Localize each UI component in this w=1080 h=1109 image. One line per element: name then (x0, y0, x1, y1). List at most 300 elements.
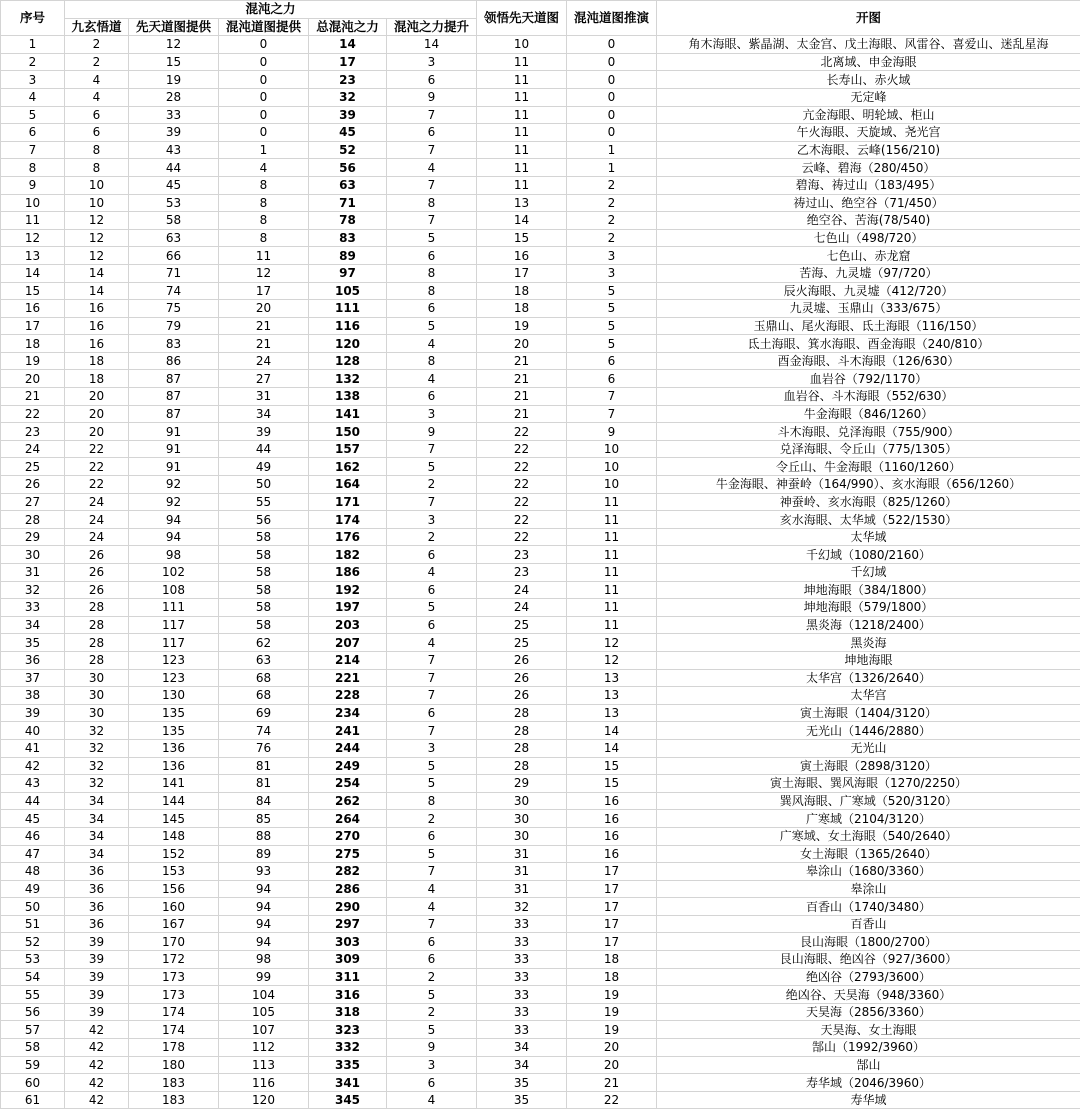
cell-chaos-power-increase: 6 (387, 71, 477, 89)
cell-seq: 18 (1, 335, 65, 353)
cell-chaos-map-provide: 24 (219, 352, 309, 370)
cell-chaos-power-increase: 7 (387, 722, 477, 740)
table-row (1, 792, 1080, 810)
cell-comprehend-innate-map: 32 (477, 898, 567, 916)
cell-chaos-power-increase: 6 (387, 247, 477, 265)
cell-open-map: 血岩谷、斗木海眼（552/630） (657, 388, 1080, 406)
cell-chaos-power-increase: 7 (387, 863, 477, 881)
cell-innate-map-provide: 136 (129, 739, 219, 757)
cell-jiuxuan-wudao: 30 (65, 669, 129, 687)
cell-innate-map-provide: 92 (129, 493, 219, 511)
cell-chaos-map-deduction: 2 (567, 229, 657, 247)
table-row (1, 1056, 1080, 1074)
cell-chaos-map-provide: 81 (219, 757, 309, 775)
cell-innate-map-provide: 87 (129, 370, 219, 388)
header-chaos-map-deduction: 混沌道图推演 (567, 1, 657, 36)
cell-comprehend-innate-map: 25 (477, 634, 567, 652)
cell-chaos-map-deduction: 12 (567, 651, 657, 669)
cell-chaos-map-deduction: 19 (567, 1021, 657, 1039)
cell-jiuxuan-wudao: 22 (65, 440, 129, 458)
table-row (1, 546, 1080, 564)
table-row (1, 880, 1080, 898)
cell-seq: 60 (1, 1074, 65, 1092)
table-row (1, 951, 1080, 969)
table-row (1, 423, 1080, 441)
cell-total-chaos-power: 214 (309, 651, 387, 669)
cell-innate-map-provide: 19 (129, 71, 219, 89)
cell-total-chaos-power: 234 (309, 704, 387, 722)
cell-innate-map-provide: 123 (129, 651, 219, 669)
cell-jiuxuan-wudao: 24 (65, 528, 129, 546)
cell-open-map: 血岩谷（792/1170） (657, 370, 1080, 388)
cell-comprehend-innate-map: 23 (477, 564, 567, 582)
cell-open-map: 绝空谷、苦海(78/540) (657, 212, 1080, 230)
cell-chaos-power-increase: 4 (387, 564, 477, 582)
cell-chaos-map-deduction: 14 (567, 739, 657, 757)
cell-chaos-map-provide: 0 (219, 106, 309, 124)
table-row (1, 317, 1080, 335)
cell-jiuxuan-wudao: 28 (65, 616, 129, 634)
cell-comprehend-innate-map: 22 (477, 423, 567, 441)
cell-comprehend-innate-map: 24 (477, 581, 567, 599)
cell-chaos-map-deduction: 21 (567, 1074, 657, 1092)
cell-seq: 27 (1, 493, 65, 511)
cell-comprehend-innate-map: 33 (477, 968, 567, 986)
table-header (1, 1, 1080, 36)
cell-chaos-map-provide: 0 (219, 71, 309, 89)
table-row (1, 775, 1080, 793)
cell-open-map: 百香山 (657, 915, 1080, 933)
table-row (1, 300, 1080, 318)
table-row (1, 634, 1080, 652)
cell-chaos-map-provide: 8 (219, 194, 309, 212)
cell-comprehend-innate-map: 34 (477, 1039, 567, 1057)
header-total-chaos-power: 总混沌之力 (309, 18, 387, 36)
cell-open-map: 碧海、祷过山（183/495） (657, 176, 1080, 194)
cell-total-chaos-power: 63 (309, 176, 387, 194)
cell-comprehend-innate-map: 33 (477, 986, 567, 1004)
cell-open-map: 寅土海眼（2898/3120） (657, 757, 1080, 775)
cell-open-map: 九灵墟、玉鼎山（333/675） (657, 300, 1080, 318)
cell-total-chaos-power: 17 (309, 53, 387, 71)
header-chaos-power-increase: 混沌之力提升 (387, 18, 477, 36)
cell-chaos-power-increase: 2 (387, 476, 477, 494)
cell-jiuxuan-wudao: 12 (65, 212, 129, 230)
cell-total-chaos-power: 105 (309, 282, 387, 300)
cell-chaos-map-provide: 31 (219, 388, 309, 406)
cell-innate-map-provide: 45 (129, 176, 219, 194)
cell-comprehend-innate-map: 22 (477, 528, 567, 546)
cell-chaos-map-provide: 27 (219, 370, 309, 388)
table-row (1, 933, 1080, 951)
cell-comprehend-innate-map: 33 (477, 915, 567, 933)
header-comprehend-innate-map: 领悟先天道图 (477, 1, 567, 36)
cell-chaos-map-provide: 116 (219, 1074, 309, 1092)
cell-total-chaos-power: 32 (309, 88, 387, 106)
cell-total-chaos-power: 318 (309, 1003, 387, 1021)
cell-innate-map-provide: 87 (129, 405, 219, 423)
cell-total-chaos-power: 203 (309, 616, 387, 634)
cell-open-map: 黑炎海 (657, 634, 1080, 652)
cell-jiuxuan-wudao: 6 (65, 124, 129, 142)
cell-chaos-map-provide: 20 (219, 300, 309, 318)
cell-open-map: 辰火海眼、九灵墟（412/720） (657, 282, 1080, 300)
header-open-map: 开图 (657, 1, 1080, 36)
table-row (1, 141, 1080, 159)
cell-open-map: 艮山海眼、绝凶谷（927/3600） (657, 951, 1080, 969)
cell-innate-map-provide: 144 (129, 792, 219, 810)
cell-chaos-map-deduction: 0 (567, 88, 657, 106)
cell-open-map: 长寿山、赤火域 (657, 71, 1080, 89)
cell-total-chaos-power: 56 (309, 159, 387, 177)
cell-seq: 26 (1, 476, 65, 494)
table-row (1, 739, 1080, 757)
cell-chaos-map-deduction: 6 (567, 370, 657, 388)
cell-seq: 12 (1, 229, 65, 247)
cell-chaos-power-increase: 5 (387, 229, 477, 247)
cell-total-chaos-power: 150 (309, 423, 387, 441)
cell-chaos-power-increase: 8 (387, 194, 477, 212)
cell-innate-map-provide: 183 (129, 1074, 219, 1092)
cell-comprehend-innate-map: 31 (477, 845, 567, 863)
cell-chaos-map-provide: 85 (219, 810, 309, 828)
cell-comprehend-innate-map: 22 (477, 493, 567, 511)
cell-total-chaos-power: 264 (309, 810, 387, 828)
cell-open-map: 坤地海眼（384/1800） (657, 581, 1080, 599)
cell-chaos-map-deduction: 3 (567, 247, 657, 265)
cell-jiuxuan-wudao: 39 (65, 986, 129, 1004)
cell-total-chaos-power: 138 (309, 388, 387, 406)
cell-chaos-map-deduction: 1 (567, 159, 657, 177)
cell-open-map: 郜山（1992/3960） (657, 1039, 1080, 1057)
cell-chaos-map-provide: 12 (219, 264, 309, 282)
cell-open-map: 太华宫 (657, 687, 1080, 705)
cell-chaos-map-deduction: 18 (567, 951, 657, 969)
cell-innate-map-provide: 141 (129, 775, 219, 793)
cell-innate-map-provide: 135 (129, 722, 219, 740)
cell-total-chaos-power: 174 (309, 511, 387, 529)
cell-chaos-map-provide: 11 (219, 247, 309, 265)
cell-chaos-power-increase: 7 (387, 212, 477, 230)
cell-chaos-map-deduction: 11 (567, 546, 657, 564)
cell-chaos-map-deduction: 15 (567, 775, 657, 793)
cell-chaos-map-deduction: 11 (567, 528, 657, 546)
cell-open-map: 天昊海、女土海眼 (657, 1021, 1080, 1039)
table-row (1, 124, 1080, 142)
cell-comprehend-innate-map: 10 (477, 36, 567, 54)
cell-comprehend-innate-map: 26 (477, 669, 567, 687)
cell-chaos-power-increase: 3 (387, 511, 477, 529)
cell-innate-map-provide: 117 (129, 634, 219, 652)
cell-open-map: 绝凶谷（2793/3600） (657, 968, 1080, 986)
cell-innate-map-provide: 123 (129, 669, 219, 687)
cell-chaos-power-increase: 14 (387, 36, 477, 54)
cell-comprehend-innate-map: 11 (477, 71, 567, 89)
cell-jiuxuan-wudao: 2 (65, 36, 129, 54)
cell-total-chaos-power: 78 (309, 212, 387, 230)
table-row (1, 493, 1080, 511)
cell-jiuxuan-wudao: 32 (65, 775, 129, 793)
cell-chaos-map-deduction: 2 (567, 176, 657, 194)
cell-innate-map-provide: 180 (129, 1056, 219, 1074)
cell-chaos-power-increase: 8 (387, 264, 477, 282)
cell-jiuxuan-wudao: 34 (65, 810, 129, 828)
cell-comprehend-innate-map: 30 (477, 827, 567, 845)
cell-innate-map-provide: 167 (129, 915, 219, 933)
cell-innate-map-provide: 117 (129, 616, 219, 634)
cell-chaos-map-provide: 0 (219, 124, 309, 142)
table-row (1, 722, 1080, 740)
cell-jiuxuan-wudao: 22 (65, 476, 129, 494)
cell-seq: 42 (1, 757, 65, 775)
cell-chaos-power-increase: 9 (387, 1039, 477, 1057)
cell-total-chaos-power: 197 (309, 599, 387, 617)
cell-chaos-power-increase: 7 (387, 106, 477, 124)
cell-comprehend-innate-map: 28 (477, 722, 567, 740)
cell-innate-map-provide: 87 (129, 388, 219, 406)
cell-open-map: 酉金海眼、斗木海眼（126/630） (657, 352, 1080, 370)
cell-seq: 10 (1, 194, 65, 212)
cell-open-map: 天昊海（2856/3360） (657, 1003, 1080, 1021)
cell-chaos-map-deduction: 13 (567, 704, 657, 722)
cell-chaos-power-increase: 2 (387, 528, 477, 546)
cell-chaos-power-increase: 6 (387, 388, 477, 406)
cell-total-chaos-power: 111 (309, 300, 387, 318)
table-row (1, 863, 1080, 881)
cell-innate-map-provide: 136 (129, 757, 219, 775)
cell-chaos-map-deduction: 6 (567, 352, 657, 370)
cell-chaos-map-deduction: 20 (567, 1056, 657, 1074)
cell-total-chaos-power: 116 (309, 317, 387, 335)
table-row (1, 669, 1080, 687)
cell-innate-map-provide: 33 (129, 106, 219, 124)
cell-chaos-map-provide: 8 (219, 229, 309, 247)
cell-seq: 1 (1, 36, 65, 54)
cell-open-map: 太华宫（1326/2640） (657, 669, 1080, 687)
cell-chaos-map-deduction: 0 (567, 71, 657, 89)
cell-chaos-map-deduction: 11 (567, 493, 657, 511)
cell-seq: 48 (1, 863, 65, 881)
cell-chaos-map-provide: 34 (219, 405, 309, 423)
cell-chaos-map-deduction: 11 (567, 511, 657, 529)
cell-open-map: 巽风海眼、广寒域（520/3120） (657, 792, 1080, 810)
table-row (1, 176, 1080, 194)
cell-chaos-power-increase: 8 (387, 792, 477, 810)
table-row (1, 581, 1080, 599)
cell-seq: 28 (1, 511, 65, 529)
cell-innate-map-provide: 66 (129, 247, 219, 265)
cell-open-map: 女土海眼（1365/2640） (657, 845, 1080, 863)
cell-open-map: 无光山 (657, 739, 1080, 757)
cell-chaos-map-deduction: 2 (567, 194, 657, 212)
cell-comprehend-innate-map: 11 (477, 124, 567, 142)
cell-chaos-power-increase: 4 (387, 159, 477, 177)
cell-open-map: 百香山（1740/3480） (657, 898, 1080, 916)
cell-chaos-power-increase: 3 (387, 739, 477, 757)
cell-chaos-map-provide: 120 (219, 1091, 309, 1109)
cell-seq: 53 (1, 951, 65, 969)
cell-chaos-map-provide: 8 (219, 176, 309, 194)
cell-open-map: 寅土海眼、巽风海眼（1270/2250） (657, 775, 1080, 793)
cell-open-map: 坤地海眼（579/1800） (657, 599, 1080, 617)
cell-comprehend-innate-map: 35 (477, 1091, 567, 1109)
cell-jiuxuan-wudao: 16 (65, 317, 129, 335)
cell-innate-map-provide: 83 (129, 335, 219, 353)
cell-chaos-power-increase: 3 (387, 53, 477, 71)
cell-total-chaos-power: 290 (309, 898, 387, 916)
cell-seq: 24 (1, 440, 65, 458)
cell-jiuxuan-wudao: 24 (65, 511, 129, 529)
cell-chaos-map-deduction: 1 (567, 141, 657, 159)
cell-innate-map-provide: 74 (129, 282, 219, 300)
cell-chaos-map-deduction: 0 (567, 106, 657, 124)
cell-open-map: 七色山（498/720） (657, 229, 1080, 247)
table-body (1, 36, 1080, 1109)
cell-comprehend-innate-map: 20 (477, 335, 567, 353)
cell-chaos-power-increase: 7 (387, 651, 477, 669)
cell-total-chaos-power: 141 (309, 405, 387, 423)
cell-jiuxuan-wudao: 6 (65, 106, 129, 124)
cell-open-map: 无定峰 (657, 88, 1080, 106)
cell-jiuxuan-wudao: 8 (65, 159, 129, 177)
cell-total-chaos-power: 309 (309, 951, 387, 969)
cell-open-map: 苦海、九灵墟（97/720） (657, 264, 1080, 282)
cell-jiuxuan-wudao: 2 (65, 53, 129, 71)
cell-open-map: 牛金海眼、神蚕岭（164/990）、亥水海眼（656/1260） (657, 476, 1080, 494)
cell-seq: 45 (1, 810, 65, 828)
table-row (1, 106, 1080, 124)
cell-chaos-map-provide: 62 (219, 634, 309, 652)
cell-open-map: 太华域 (657, 528, 1080, 546)
cell-open-map: 午火海眼、天旋域、尧光宫 (657, 124, 1080, 142)
cell-total-chaos-power: 241 (309, 722, 387, 740)
cell-comprehend-innate-map: 26 (477, 651, 567, 669)
cell-comprehend-innate-map: 21 (477, 405, 567, 423)
cell-chaos-map-deduction: 5 (567, 317, 657, 335)
cell-comprehend-innate-map: 11 (477, 88, 567, 106)
cell-chaos-power-increase: 7 (387, 915, 477, 933)
cell-open-map: 寿华域（2046/3960） (657, 1074, 1080, 1092)
cell-open-map: 亥水海眼、太华域（522/1530） (657, 511, 1080, 529)
cell-open-map: 千幻域（1080/2160） (657, 546, 1080, 564)
table-row (1, 704, 1080, 722)
cell-innate-map-provide: 102 (129, 564, 219, 582)
cell-seq: 31 (1, 564, 65, 582)
cell-chaos-map-deduction: 0 (567, 36, 657, 54)
cell-open-map: 兑泽海眼、令丘山（775/1305） (657, 440, 1080, 458)
cell-jiuxuan-wudao: 18 (65, 352, 129, 370)
cell-comprehend-innate-map: 11 (477, 53, 567, 71)
cell-jiuxuan-wudao: 4 (65, 88, 129, 106)
cell-chaos-power-increase: 6 (387, 300, 477, 318)
cell-seq: 54 (1, 968, 65, 986)
cell-innate-map-provide: 145 (129, 810, 219, 828)
cell-jiuxuan-wudao: 39 (65, 951, 129, 969)
cell-comprehend-innate-map: 33 (477, 1021, 567, 1039)
cell-open-map: 无光山（1446/2880） (657, 722, 1080, 740)
cell-comprehend-innate-map: 22 (477, 476, 567, 494)
header-seq: 序号 (1, 1, 65, 36)
cell-innate-map-provide: 153 (129, 863, 219, 881)
cell-total-chaos-power: 341 (309, 1074, 387, 1092)
cell-seq: 49 (1, 880, 65, 898)
cell-open-map: 寅土海眼（1404/3120） (657, 704, 1080, 722)
cell-seq: 50 (1, 898, 65, 916)
cell-jiuxuan-wudao: 42 (65, 1091, 129, 1109)
table-row (1, 1003, 1080, 1021)
cell-innate-map-provide: 91 (129, 458, 219, 476)
cell-open-map: 广寒域（2104/3120） (657, 810, 1080, 828)
cell-chaos-power-increase: 7 (387, 687, 477, 705)
cell-jiuxuan-wudao: 36 (65, 880, 129, 898)
cell-total-chaos-power: 335 (309, 1056, 387, 1074)
cell-jiuxuan-wudao: 42 (65, 1056, 129, 1074)
table-row (1, 986, 1080, 1004)
cell-chaos-map-provide: 0 (219, 36, 309, 54)
cell-chaos-map-deduction: 10 (567, 440, 657, 458)
cell-chaos-power-increase: 8 (387, 282, 477, 300)
table-row (1, 1074, 1080, 1092)
cell-chaos-map-provide: 84 (219, 792, 309, 810)
cell-chaos-map-provide: 107 (219, 1021, 309, 1039)
table-row (1, 511, 1080, 529)
cell-chaos-map-provide: 68 (219, 669, 309, 687)
cell-open-map: 郜山 (657, 1056, 1080, 1074)
cell-seq: 56 (1, 1003, 65, 1021)
cell-total-chaos-power: 162 (309, 458, 387, 476)
cell-comprehend-innate-map: 25 (477, 616, 567, 634)
table-row (1, 53, 1080, 71)
table-row (1, 440, 1080, 458)
cell-chaos-map-provide: 58 (219, 616, 309, 634)
cell-chaos-power-increase: 4 (387, 634, 477, 652)
cell-jiuxuan-wudao: 4 (65, 71, 129, 89)
cell-open-map: 乙木海眼、云峰(156/210) (657, 141, 1080, 159)
cell-chaos-power-increase: 8 (387, 352, 477, 370)
cell-chaos-map-provide: 0 (219, 88, 309, 106)
cell-comprehend-innate-map: 18 (477, 300, 567, 318)
cell-jiuxuan-wudao: 12 (65, 229, 129, 247)
cell-jiuxuan-wudao: 32 (65, 722, 129, 740)
table-row (1, 564, 1080, 582)
cell-chaos-map-deduction: 17 (567, 863, 657, 881)
cell-chaos-power-increase: 5 (387, 986, 477, 1004)
table-row (1, 388, 1080, 406)
cell-jiuxuan-wudao: 26 (65, 546, 129, 564)
cell-seq: 46 (1, 827, 65, 845)
cell-seq: 47 (1, 845, 65, 863)
cell-seq: 13 (1, 247, 65, 265)
cell-comprehend-innate-map: 33 (477, 1003, 567, 1021)
cell-innate-map-provide: 28 (129, 88, 219, 106)
cell-chaos-power-increase: 5 (387, 1021, 477, 1039)
cell-total-chaos-power: 45 (309, 124, 387, 142)
header-jiuxuan-wudao: 九玄悟道 (65, 18, 129, 36)
table-row (1, 810, 1080, 828)
cell-open-map: 千幻域 (657, 564, 1080, 582)
cell-chaos-power-increase: 7 (387, 669, 477, 687)
table-row (1, 651, 1080, 669)
cell-chaos-map-deduction: 10 (567, 476, 657, 494)
cell-chaos-map-deduction: 20 (567, 1039, 657, 1057)
cell-comprehend-innate-map: 22 (477, 440, 567, 458)
cell-seq: 23 (1, 423, 65, 441)
cell-chaos-power-increase: 5 (387, 458, 477, 476)
cell-chaos-power-increase: 2 (387, 968, 477, 986)
cell-innate-map-provide: 79 (129, 317, 219, 335)
table-row (1, 616, 1080, 634)
cell-seq: 22 (1, 405, 65, 423)
